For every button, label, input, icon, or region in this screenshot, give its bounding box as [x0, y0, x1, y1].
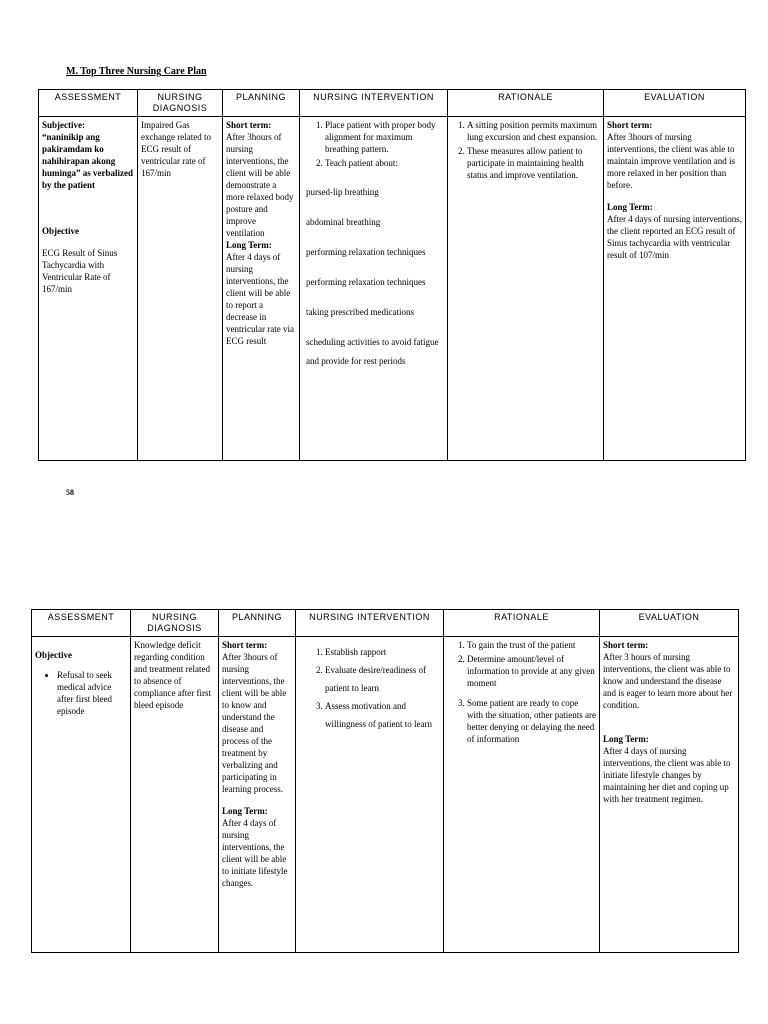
- planning-cell: [219, 637, 296, 953]
- care-plan-table-1: [38, 89, 746, 461]
- header-planning: PLANNING: [219, 610, 296, 637]
- list-item: 3. Assess motivation and willingness of patient to learn: [325, 697, 440, 733]
- intervention-cell: [296, 637, 444, 953]
- subjective-text: “naninikip ang pakiramdam ko nahihirapan akong huminga” as verbalized by the patient: [42, 132, 134, 190]
- long-term-text: After 4 days of nursing interventions, the client was able to initiate lifestyle changes by maintaining her diet and coping up with her treatment regimen.: [603, 746, 731, 804]
- header-nursing-intervention: NURSING INTERVENTION: [296, 610, 444, 637]
- header-assessment: ASSESSMENT: [39, 90, 138, 117]
- header-row: [39, 90, 746, 117]
- diagnosis-text: Impaired Gas exchange related to ECG result of ventricular rate of 167/min: [141, 120, 211, 178]
- rationale-cell: [448, 117, 604, 461]
- long-term-label: Long Term:: [607, 202, 653, 212]
- short-term-label: Short term:: [226, 120, 272, 130]
- short-term-text: After 3hours of nursing interventions, the client was able to maintain improve ventilation and is more relaxed in her position than before.: [607, 132, 735, 190]
- list-item: performing relaxation techniques: [306, 247, 426, 257]
- intervention-cell: [300, 117, 448, 461]
- objective-text: ECG Result of Sinus Tachycardia with Ventricular Rate of 167/min: [42, 248, 118, 294]
- intervention-list: [299, 643, 440, 733]
- list-item: performing relaxation techniques: [306, 277, 426, 287]
- rationale-list: [451, 119, 600, 181]
- header-planning: PLANNING: [223, 90, 300, 117]
- short-term-text: After 3 hours of nursing interventions, the client was able to know and understand the disease and is eager to learn more about her condition.: [603, 652, 733, 710]
- list-item: 1. Place patient with proper body alignment for maximum breathing pattern.: [325, 119, 444, 155]
- short-term-text: After 3hours of nursing interventions, the client will be able to know and understand the disease and process of the treatment by verbalizing and participating in learning process.: [222, 652, 287, 794]
- list-item: 1. Establish rapport: [325, 643, 440, 661]
- diagnosis-text: Knowledge deficit regarding condition and treatment related to absence of compliance after first bleed episode: [134, 640, 211, 710]
- long-term-text: After 4 days of nursing interventions, the client will be able to report a decrease in ventricular rate via ECG result: [226, 252, 294, 346]
- header-assessment: ASSESSMENT: [32, 610, 131, 637]
- rationale-cell: [444, 637, 600, 953]
- evaluation-cell: [600, 637, 739, 953]
- objective-list: [35, 669, 127, 717]
- list-item: abdominal breathing: [306, 217, 381, 227]
- page-number: 58: [66, 488, 74, 497]
- list-item: scheduling activities to avoid fatigue and provide for rest periods: [306, 337, 439, 366]
- header-nursing-intervention: NURSING INTERVENTION: [300, 90, 448, 117]
- list-item: • Refusal to seek medical advice after first bleed episode: [57, 669, 127, 717]
- header-rationale: RATIONALE: [448, 90, 604, 117]
- header-rationale: RATIONALE: [444, 610, 600, 637]
- list-item: 1. To gain the trust of the patient: [467, 639, 596, 651]
- diagnosis-cell: [138, 117, 223, 461]
- list-item: taking prescribed medications: [306, 307, 414, 317]
- header-row: [32, 610, 739, 637]
- header-evaluation: EVALUATION: [600, 610, 739, 637]
- objective-label: Objective: [42, 226, 79, 236]
- short-term-label: Short term:: [222, 640, 268, 650]
- list-item: 3. Some patient are ready to cope with the situation, other patients are better denying or delaying the need of information: [467, 697, 596, 745]
- long-term-label: Long Term:: [226, 240, 272, 250]
- evaluation-cell: [604, 117, 746, 461]
- assessment-cell: [32, 637, 131, 953]
- long-term-label: Long Term:: [222, 806, 268, 816]
- intervention-list: [303, 119, 444, 169]
- list-item: 2. Determine amount/level of information to provide at any given moment: [467, 653, 596, 689]
- plan-row: [39, 117, 746, 461]
- long-term-text: After 4 days of nursing interventions, the client reported an ECG result of Sinus tachycardia with ventricular result of 107/min: [607, 214, 742, 260]
- header-evaluation: EVALUATION: [604, 90, 746, 117]
- assessment-cell: [39, 117, 138, 461]
- subjective-label: Subjective:: [42, 120, 85, 130]
- long-term-text: After 4 days of nursing interventions, the client will be able to initiate lifestyle changes.: [222, 818, 288, 888]
- rationale-list: [447, 639, 596, 745]
- long-term-label: Long Term:: [603, 734, 649, 744]
- plan-row: [32, 637, 739, 953]
- list-item: 1. A sitting position permits maximum lung excursion and chest expansion.: [467, 119, 600, 143]
- short-term-text: After 3hours of nursing interventions, the client will be able demonstrate a more relaxed body posture and improve ventilation: [226, 132, 294, 238]
- planning-cell: [223, 117, 300, 461]
- list-item: 2. Evaluate desire/readiness of patient to learn: [325, 661, 440, 697]
- list-item: 2. These measures allow patient to participate in maintaining health status and improve ventilation.: [467, 145, 600, 181]
- short-term-label: Short term:: [603, 640, 649, 650]
- header-nursing-diagnosis: NURSING DIAGNOSIS: [138, 90, 223, 117]
- diagnosis-cell: [131, 637, 219, 953]
- page-title: M. Top Three Nursing Care Plan: [66, 66, 207, 77]
- teach-topics: [306, 183, 444, 371]
- header-nursing-diagnosis: NURSING DIAGNOSIS: [131, 610, 219, 637]
- list-item: 2. Teach patient about:: [325, 157, 444, 169]
- care-plan-table-2: [31, 609, 739, 953]
- list-item: pursed-lip breathing: [306, 187, 379, 197]
- objective-label: Objective: [35, 650, 72, 660]
- short-term-label: Short term:: [607, 120, 653, 130]
